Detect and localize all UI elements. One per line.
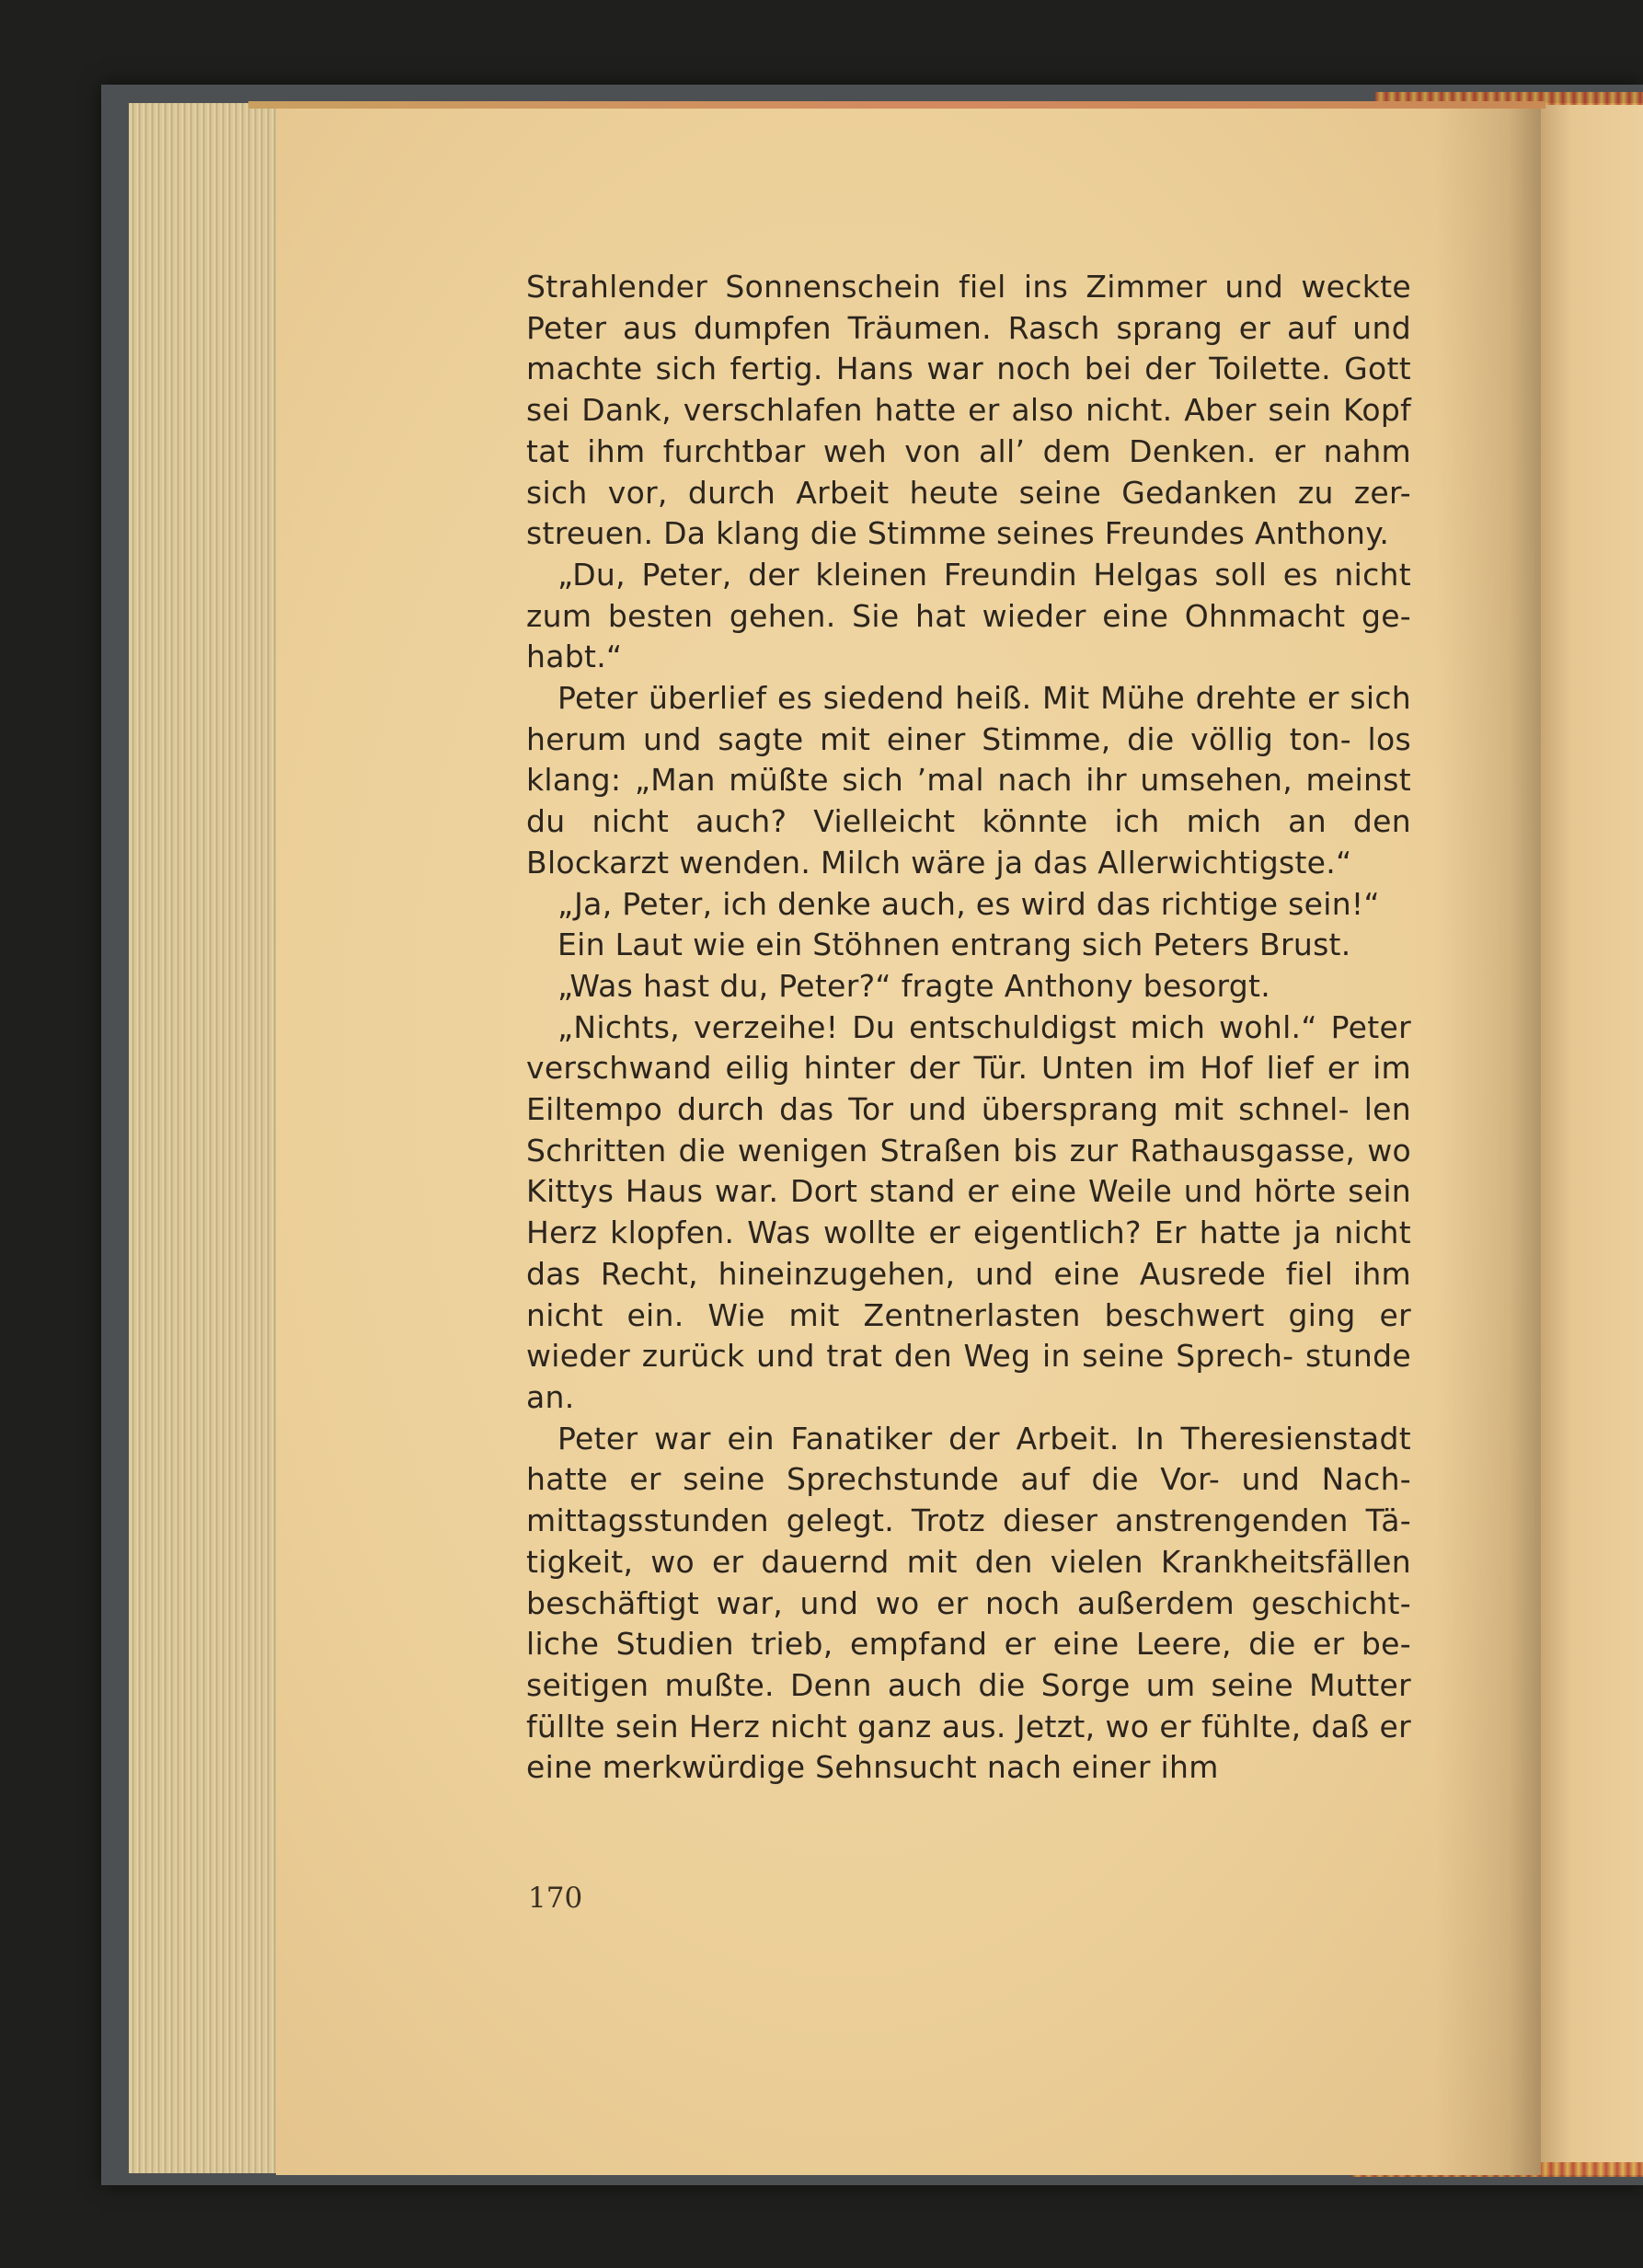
- paragraph: „Nichts, verzeihe! Du entschuldigst mich wohl.“ Peter verschwand eilig hinter der Tür. Unten im Hof lief er im Eiltempo durch das Tor und übersprang mit schnel- len Schritten die wenigen Straßen bis zur Rathausgasse, wo Kittys Haus war. Dort stand er eine Weile und hörte sein Herz klopfen. Was wollte er eigentlich? Er hatte ja nicht das Recht, hineinzugehen, und eine Ausrede fiel ihm nicht ein. Wie mit Zentnerlasten beschwert ging er wieder zurück und trat den Weg in seine Sprech- stunde an.: [526, 1008, 1411, 1415]
- page-top-edge: [248, 101, 1545, 109]
- paragraph: Strahlender Sonnenschein fiel ins Zimmer und weckte Peter aus dumpfen Träumen. Rasch sprang er auf und machte sich fertig. Hans war noch bei der Toilette. Gott sei Dank, verschlafen hatte er also nicht. Aber sein Kopf tat ihm furchtbar weh von all’ dem Denken. er nahm sich vor, durch Arbeit heute seine Gedanken zu zer- streuen. Da klang die Stimme seines Freundes Anthony.: [526, 269, 1411, 552]
- page-edges: [129, 103, 300, 2173]
- facing-page-edge: [1541, 103, 1643, 2175]
- page-number: 170: [528, 1882, 583, 1915]
- paragraph: Ein Laut wie ein Stöhnen entrang sich Peters Brust.: [557, 927, 1351, 963]
- paragraph: „Ja, Peter, ich denke auch, es wird das richtige sein!“: [557, 885, 1380, 922]
- gutter-shadow: [1435, 109, 1541, 2175]
- body-text: [526, 267, 1411, 1789]
- paragraph: „Was hast du, Peter?“ fragte Anthony besorgt.: [557, 967, 1271, 1004]
- paragraph: Peter war ein Fanatiker der Arbeit. In Theresienstadt hatte er seine Sprechstunde auf die Vor- und Nach- mittagsstunden gelegt. Trotz dieser anstrengenden Tä- tigkeit, wo er dauernd mit den vielen Krankheitsfällen beschäftigt war, und wo er noch außerdem geschicht- liche Studien trieb, empfand er eine Leere, die er be- seitigen mußte. Denn auch die Sorge um seine Mutter füllte sein Herz nicht ganz aus. Jetzt, wo er fühlte, daß er eine merkwürdige Sehnsucht nach einer ihm: [526, 1420, 1411, 1786]
- paragraph: Peter überlief es siedend heiß. Mit Mühe drehte er sich herum und sagte mit einer Stimme, die völlig ton- los klang: „Man müßte sich ’mal nach ihr umsehen, meinst du nicht auch? Vielleicht könnte ich mich an den Blockarzt wenden. Milch wäre ja das Allerwichtigste.“: [526, 680, 1411, 881]
- paragraph: „Du, Peter, der kleinen Freundin Helgas soll es nicht zum besten gehen. Sie hat wieder eine Ohnmacht ge- habt.“: [526, 556, 1411, 675]
